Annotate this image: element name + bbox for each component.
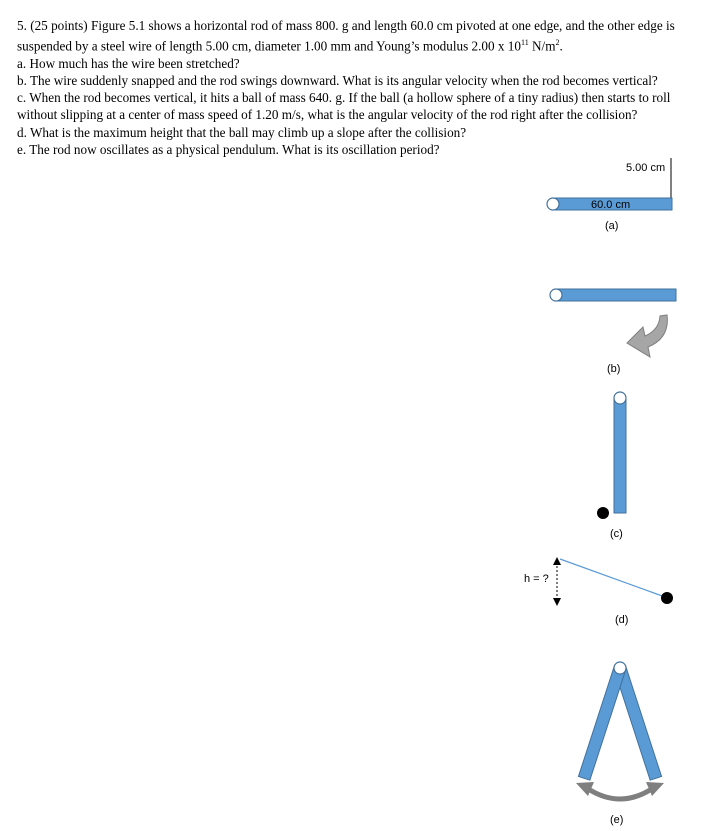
rod-b xyxy=(556,289,676,301)
height-arrow-up-icon xyxy=(553,557,561,565)
oscillation-arc xyxy=(590,790,650,799)
pivot-b xyxy=(550,289,562,301)
figure-a xyxy=(547,157,672,232)
ball-d xyxy=(661,592,673,604)
rod-length-label: 60.0 cm xyxy=(591,199,631,211)
pivot-a xyxy=(547,198,559,210)
ball-c xyxy=(597,507,609,519)
wire-length-label: 5.00 cm xyxy=(626,162,666,174)
pivot-c xyxy=(614,392,626,404)
figure-b xyxy=(550,289,676,375)
height-label: h = ? xyxy=(524,573,549,585)
intro-end: . xyxy=(559,38,563,54)
label-e: (e) xyxy=(610,814,624,826)
part-c: c. When the rod becomes vertical, it hits a ball of mass 640. g. If the ball (a hollow sphere of a tiny radius) then starts to roll without slipping at a center of mass speed of 1.20 m/s, what is the angular velocity of the rod right after the collision? xyxy=(17,90,671,123)
figure-e xyxy=(576,662,664,826)
height-arrow-down-icon xyxy=(553,598,561,606)
rod-e-right xyxy=(578,666,625,780)
label-c: (c) xyxy=(610,528,623,540)
intro-text: 5. (25 points) Figure 5.1 shows a horizontal rod of mass 800. g and length 60.0 cm pivoted at one edge, and the other edge is suspended by a steel wire of length 5.00 cm, diameter 1.00 mm and Young’s modulus 2.00 x 10 xyxy=(17,18,675,54)
part-a: a. How much has the wire been stretched? xyxy=(17,55,240,71)
figure-c xyxy=(597,392,626,540)
part-b: b. The wire suddenly snapped and the rod swings downward. What is its angular velocity when the rod becomes vertical? xyxy=(17,73,658,88)
label-b: (b) xyxy=(607,363,621,375)
intro-unit-exponent: 2 xyxy=(555,38,560,48)
rod-c xyxy=(614,397,626,513)
label-d: (d) xyxy=(615,614,629,626)
figure-d xyxy=(524,557,673,626)
label-a: (a) xyxy=(605,220,619,232)
intro-exponent: 11 xyxy=(521,38,529,48)
intro-unit: N/m xyxy=(528,38,556,54)
pivot-e xyxy=(614,662,626,674)
swing-arrow-icon xyxy=(627,315,667,357)
slope xyxy=(560,559,665,597)
part-d: d. What is the maximum height that the ball may climb up a slope after the collision? xyxy=(17,124,467,140)
part-e: e. The rod now oscillates as a physical pendulum. What is its oscillation period? xyxy=(17,141,440,157)
